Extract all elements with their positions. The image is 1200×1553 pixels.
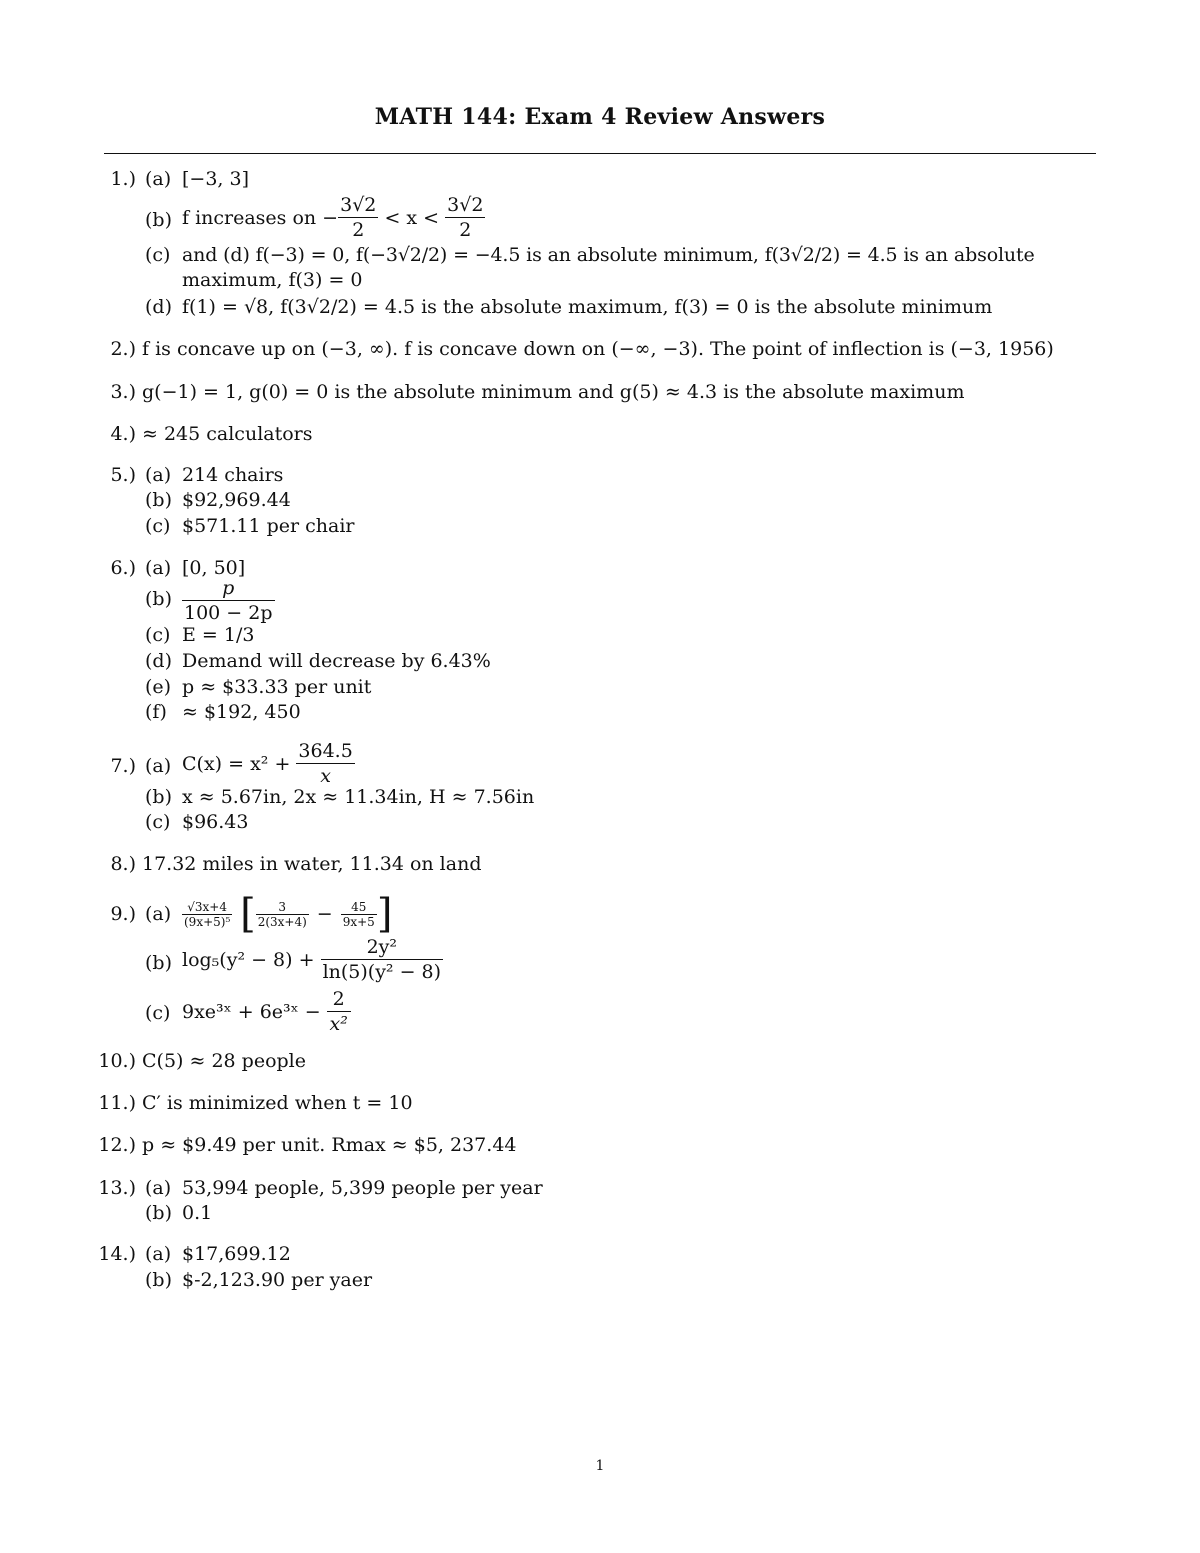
q9-a-label: (a) [145,903,172,925]
q9-a-inner-fraction-2 [341,900,377,929]
q7-b-answer: x ≈ 5.67in, 2x ≈ 11.34in, H ≈ 7.56in [182,786,535,808]
q9-b-frac-den: ln(5)(y² − 8) [322,961,442,983]
q9-c-fraction [327,987,351,1036]
q3-answer: g(−1) = 1, g(0) = 0 is the absolute minimum and g(5) ≈ 4.3 is the absolute maximum [142,381,965,403]
q6-f-answer: ≈ $192, 450 [182,701,301,723]
q7-a-frac-num: 364.5 [298,740,353,762]
q7-a-answer [182,739,355,788]
q13-a-answer: 53,994 people, 5,399 people per year [182,1177,543,1199]
q6-c-answer: E = 1/3 [182,624,255,646]
q1-b-frac-num: 3√2 [340,194,377,216]
q6-e-label: (e) [145,676,172,698]
q6-b-fraction [182,576,275,625]
q9-b-answer [182,935,443,984]
q6-f-label: (f) [145,701,167,723]
q6-b-answer [182,576,275,625]
q10-answer: C(5) ≈ 28 people [142,1050,306,1072]
q9-a-inner-fraction-1 [256,900,309,929]
q4-answer: ≈ 245 calculators [142,423,313,445]
q14-a-label: (a) [145,1243,172,1265]
q9-b-label: (b) [145,952,172,974]
q7-a-text: C(x) = x² + [182,752,297,775]
question-8-number: 8.) [110,853,136,875]
question-6-number: 6.) [110,557,136,579]
q9-a-in1-num: 3 [256,900,309,915]
q7-a-label: (a) [145,755,172,777]
q1-c-answer-line2: maximum, f(3) = 0 [182,269,363,291]
title-divider [104,153,1096,154]
q9-c-label: (c) [145,1002,171,1024]
question-4-number: 4.) [110,423,136,445]
q14-b-answer: $-2,123.90 per yaer [182,1269,373,1291]
q9-a-in2-den: 9x+5 [342,914,375,929]
q1-c-label: (c) [145,244,171,266]
q14-b-label: (b) [145,1269,172,1291]
q12-answer: p ≈ $9.49 per unit. Rmax ≈ $5, 237.44 [142,1134,517,1156]
q6-c-label: (c) [145,624,171,646]
q9-a-in1-den: 2(3x+4) [257,914,307,929]
q8-answer: 17.32 miles in water, 11.34 on land [142,853,482,875]
q1-b-fraction-right [445,193,485,242]
right-bracket-symbol: ] [376,891,393,937]
q1-b-label: (b) [145,209,172,231]
q9-c-frac-den: x² [329,1013,348,1035]
q1-b-inequality: < x < [378,206,446,229]
q1-b-frac-den: 2 [352,219,365,241]
q9-b-fraction [321,935,444,984]
q9-b-text: log₅(y² − 8) + [182,948,321,971]
q1-b-frac2-den: 2 [459,219,472,241]
q9-a-frac-num: √3x+4 [182,900,232,915]
q9-a-frac-den: (9x+5)⁵ [184,914,231,929]
q6-b-label: (b) [145,588,172,610]
q13-b-label: (b) [145,1202,172,1224]
q13-b-answer: 0.1 [182,1202,213,1224]
q5-a-answer: 214 chairs [182,464,284,486]
q1-a-label: (a) [145,168,172,190]
q9-c-answer [182,987,351,1036]
q9-a-in2-num: 45 [341,900,377,915]
q6-b-frac-num: p [182,576,275,601]
q9-c-frac-num: 2 [327,987,351,1012]
q6-e-answer: p ≈ $33.33 per unit [182,676,372,698]
question-1-number: 1.) [110,168,136,190]
q5-a-label: (a) [145,464,172,486]
question-14-number: 14.) [98,1243,136,1265]
q6-d-answer: Demand will decrease by 6.43% [182,650,491,672]
q2-answer: f is concave up on (−3, ∞). f is concave down on (−∞, −3). The point of inflection is (−3, 1956) [142,338,1054,360]
question-5-number: 5.) [110,464,136,486]
q5-c-label: (c) [145,515,171,537]
q9-b-frac-num: 2y² [321,935,444,960]
question-3-number: 3.) [110,381,136,403]
q7-c-label: (c) [145,811,171,833]
q6-d-label: (d) [145,650,172,672]
q7-a-frac-den: x [320,765,331,787]
q7-c-answer: $96.43 [182,811,249,833]
q1-b-text: f increases on − [182,206,339,229]
page-title: MATH 144: Exam 4 Review Answers [374,104,826,130]
left-bracket-symbol: [ [240,891,256,937]
q9-a-minus: − [316,903,333,925]
q6-a-label: (a) [145,557,172,579]
question-12-number: 12.) [98,1134,136,1156]
q1-b-fraction-left [338,193,378,242]
question-10-number: 10.) [98,1050,136,1072]
question-11-number: 11.) [98,1092,136,1114]
question-2-number: 2.) [110,338,136,360]
q5-b-answer: $92,969.44 [182,489,291,511]
q6-a-answer: [0, 50] [182,557,246,579]
q6-b-frac-den: 100 − 2p [184,602,273,624]
q1-b-answer [182,193,485,242]
q5-c-answer: $571.11 per chair [182,515,355,537]
q7-a-fraction [296,739,354,788]
page-number: 1 [595,1458,605,1474]
q7-b-label: (b) [145,786,172,808]
q1-b-frac2-num: 3√2 [447,194,484,216]
question-13-number: 13.) [98,1177,136,1199]
q14-a-answer: $17,699.12 [182,1243,291,1265]
q13-a-label: (a) [145,1177,172,1199]
q1-c-answer-line1: and (d) f(−3) = 0, f(−3√2/2) = −4.5 is an absolute minimum, f(3√2/2) = 4.5 is an absolute [182,244,1035,266]
q5-b-label: (b) [145,489,172,511]
q1-d-label: (d) [145,296,172,318]
q9-a-outer-fraction [182,900,232,929]
q11-answer: C′ is minimized when t = 10 [142,1092,413,1114]
q1-a-answer: [−3, 3] [182,168,250,190]
q1-d-answer: f(1) = √8, f(3√2/2) = 4.5 is the absolute maximum, f(3) = 0 is the absolute minimum [182,296,993,318]
question-9-number: 9.) [110,903,136,925]
q9-a-answer [182,891,393,937]
q9-c-text: 9xe³ˣ + 6e³ˣ − [182,1000,327,1023]
question-7-number: 7.) [110,755,136,777]
